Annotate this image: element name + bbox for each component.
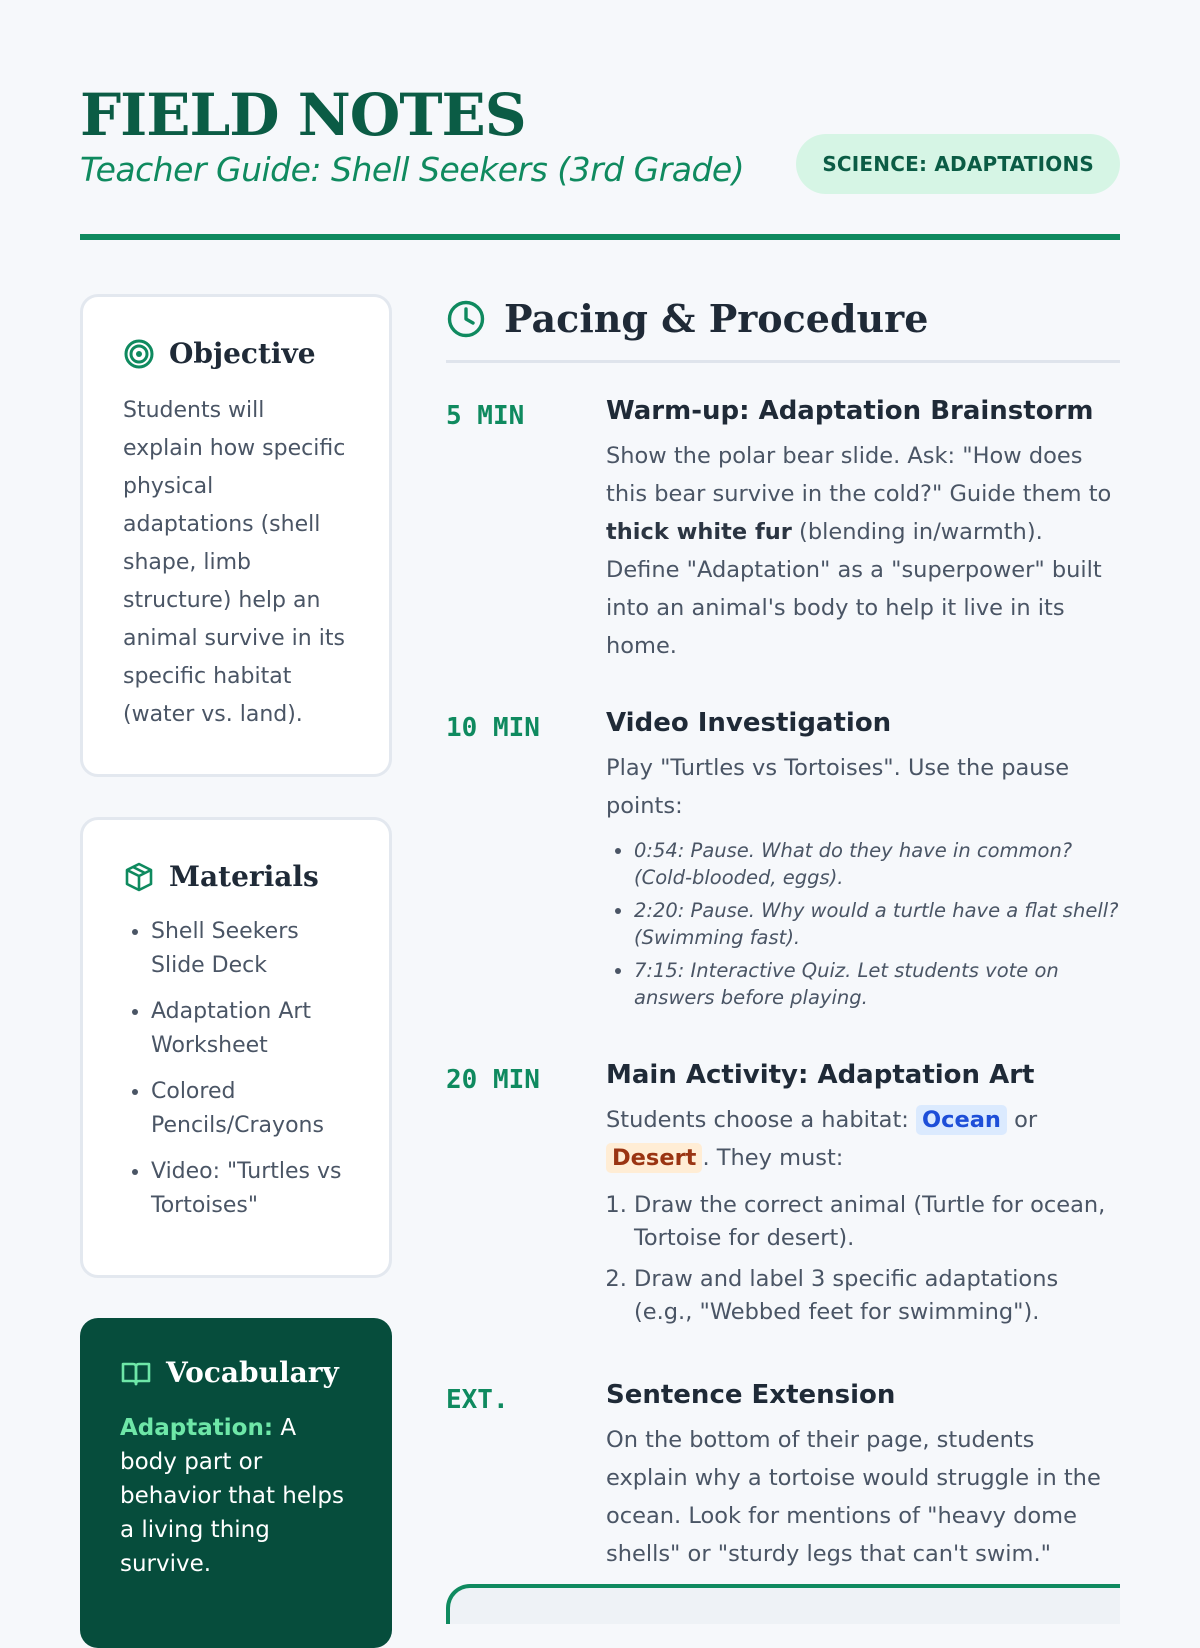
step-text: On the bottom of their page, students explain why a tortoise would struggle in the ocean. Look for mentions of "heavy dome shells" or "sturdy legs that can't swim." — [606, 1427, 1101, 1567]
materials-header — [123, 860, 349, 893]
vocabulary-card — [80, 1318, 392, 1648]
step-text-part: Show the polar bear slide. Ask: "How does this bear survive in the cold?" Guide them to — [606, 443, 1112, 507]
list-item: • Adaptation Art Worksheet — [151, 995, 349, 1063]
list-item: • Shell Seekers Slide Deck — [151, 915, 349, 983]
step-title: Video Investigation — [606, 708, 892, 738]
objective-title: Objective — [169, 337, 316, 370]
vocabulary-title: Vocabulary — [166, 1356, 339, 1389]
step-text-part: (blending in/warmth). Define "Adaptation" as a "superpower" built into an animal's body to help it live in its home. — [606, 519, 1102, 659]
step-body — [606, 1057, 1120, 1337]
target-icon — [123, 338, 155, 370]
subject-badge: SCIENCE: ADAPTATIONS — [796, 134, 1120, 194]
sidebar — [80, 294, 392, 1648]
step-body — [606, 393, 1120, 665]
step-title: Main Activity: Adaptation Art — [606, 1060, 1035, 1090]
ocean-tag: Ocean — [916, 1105, 1007, 1135]
step-text: Play "Turtles vs Tortoises". Use the pause points: — [606, 755, 1070, 819]
objective-header — [123, 337, 349, 370]
step-main-activity — [446, 1057, 1120, 1337]
vocabulary-definition: A body part or behavior that helps a living thing survive. — [120, 1415, 344, 1577]
step-video — [446, 705, 1120, 1017]
list-item: • Colored Pencils/Crayons — [151, 1075, 349, 1143]
pacing-header — [446, 294, 1120, 363]
header-divider — [80, 234, 1120, 240]
book-icon — [120, 1357, 152, 1389]
desert-tag: Desert — [606, 1143, 702, 1173]
list-item: • 0:54: Pause. What do they have in common? (Cold-blooded, eggs). — [634, 837, 1120, 891]
step-text — [606, 437, 1120, 665]
list-item: 2. Draw and label 3 specific adaptations (e.g., "Webbed feet for swimming"). — [634, 1263, 1120, 1329]
guide-subtitle: Teacher Guide: Shell Seekers (3rd Grade) — [80, 150, 745, 189]
step-duration: 10 MIN — [446, 713, 540, 743]
step-duration: EXT. — [446, 1385, 509, 1415]
step-text-part: Students choose a habitat: — [606, 1107, 917, 1133]
cube-icon — [123, 861, 155, 893]
step-text-part: or — [1006, 1107, 1038, 1133]
step-title: Warm-up: Adaptation Brainstorm — [606, 396, 1094, 426]
header — [80, 0, 1120, 244]
list-item: • 7:15: Interactive Quiz. Let students vote on answers before playing. — [634, 957, 1120, 1011]
step-warmup — [446, 393, 1120, 665]
step-body — [606, 1377, 1120, 1573]
step-duration: 20 MIN — [446, 1065, 540, 1095]
step-text-part: . They must: — [702, 1145, 844, 1171]
materials-title: Materials — [169, 860, 319, 893]
objective-text: Students will explain how specific physical adaptations (shell shape, limb structure) help an animal survive in its specific habitat (water vs. land). — [123, 398, 346, 727]
vocabulary-header — [120, 1356, 352, 1389]
list-item: 1. Draw the correct animal (Turtle for ocean, Tortoise for desert). — [634, 1189, 1120, 1255]
pause-points-list — [606, 837, 1120, 1011]
materials-list — [123, 915, 349, 1223]
vocabulary-term: Adaptation: — [120, 1415, 274, 1441]
teacher-guide-page — [80, 0, 1120, 1577]
step-title: Sentence Extension — [606, 1380, 896, 1410]
list-item: • 2:20: Pause. Why would a turtle have a flat shell? (Swimming fast). — [634, 897, 1120, 951]
pacing-title: Pacing & Procedure — [504, 296, 929, 341]
brand-title: FIELD NOTES — [80, 81, 526, 149]
step-extension — [446, 1377, 1120, 1573]
objective-card — [80, 294, 392, 777]
materials-card — [80, 817, 392, 1278]
step-duration: 5 MIN — [446, 401, 525, 431]
step-text — [606, 1101, 1120, 1177]
next-section-card — [446, 1584, 1120, 1624]
step-text-bold: thick white fur — [606, 519, 792, 545]
vocabulary-entry — [120, 1411, 352, 1581]
step-body — [606, 705, 1120, 1017]
activity-list — [606, 1189, 1120, 1329]
clock-icon — [446, 299, 486, 339]
list-item: • Video: "Turtles vs Tortoises" — [151, 1155, 349, 1223]
pacing-section — [446, 294, 1120, 1613]
